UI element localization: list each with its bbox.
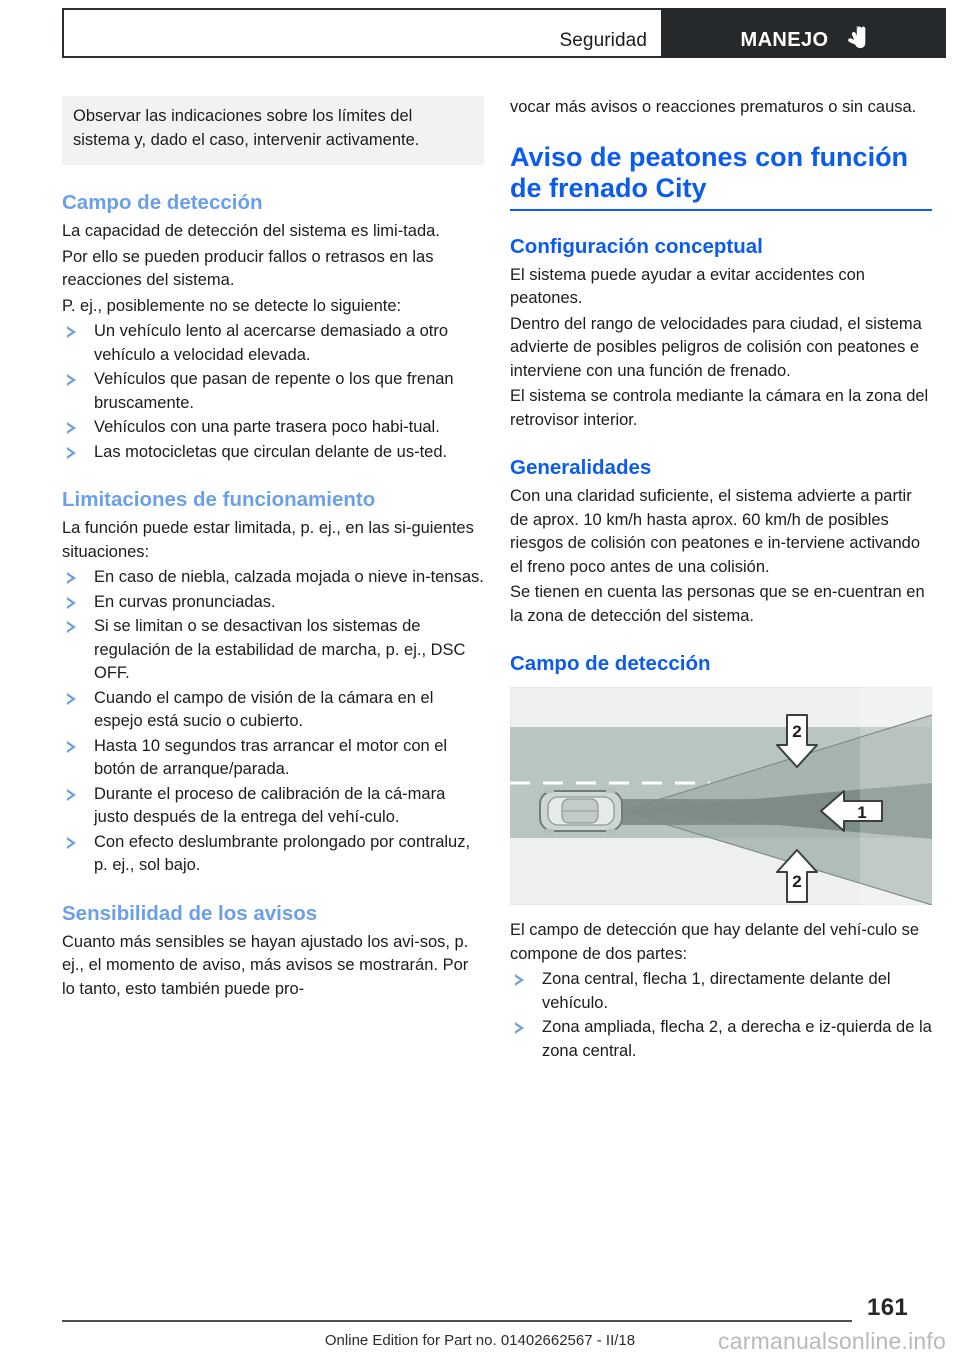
note-box — [62, 96, 484, 165]
bullet-list-limitaciones — [62, 566, 484, 878]
vehicle-icon — [540, 787, 622, 835]
list-item-text: Durante el proceso de calibración de la cá-mara justo después de la entrega del vehí-culo. — [94, 784, 446, 826]
list-item — [510, 1016, 932, 1063]
list-item — [62, 615, 484, 686]
heading-sensibilidad: Sensibilidad de los avisos — [62, 901, 318, 925]
list-item-text: En curvas pronunciadas. — [94, 592, 276, 611]
paragraph-fallos: Por ello se pueden producir fallos o retrasos en las reacciones del sistema. — [62, 247, 434, 289]
list-item — [62, 831, 484, 878]
detection-field-diagram — [510, 687, 932, 905]
heading-campo-deteccion-left: Campo de detección — [62, 191, 263, 214]
bullet-list-campo-right — [510, 968, 932, 1063]
list-item — [62, 687, 484, 734]
list-item-text: Zona central, flecha 1, directamente delante del vehículo. — [542, 970, 891, 1012]
list-item — [62, 441, 484, 465]
list-item-text: Vehículos que pasan de repente o los que frenan bruscamente. — [94, 370, 454, 412]
list-item-text: Las motocicletas que circulan delante de us-ted. — [94, 442, 448, 461]
header-section-label: Seguridad — [559, 30, 647, 51]
list-item — [62, 320, 484, 367]
triangle-bullet-icon — [67, 572, 76, 584]
paragraph-evitar-accidentes: El sistema puede ayudar a evitar accidentes con peatones. — [510, 265, 865, 307]
list-item-text: Hasta 10 segundos tras arrancar el motor con el botón de arranque/parada. — [94, 736, 448, 778]
triangle-bullet-icon — [515, 1022, 524, 1034]
list-item-text: Con efecto deslumbrante prolongado por contraluz, p. ej., sol bajo. — [94, 832, 471, 874]
note-text: Observar las indicaciones sobre los límites del sistema y, dado el caso, intervenir activamente. — [73, 107, 420, 149]
paragraph-funcion-limitada: La función puede estar limitada, p. ej., en las si-guientes situaciones: — [62, 519, 474, 561]
paragraph-personas-zona: Se tienen en cuenta las personas que se en-cuentran en la zona de detección del sistema. — [510, 583, 925, 625]
list-item-text: Si se limitan o se desactivan los sistemas de regulación de la estabilidad de marcha, p. ej., DSC OFF. — [94, 617, 466, 682]
heading-campo-deteccion-right: Campo de detección — [510, 652, 711, 675]
paragraph-claridad: Con una claridad suficiente, el sistema advierte a partir de aprox. 10 km/h hasta aprox. 60 km/h de posibles riesgos de colisión con peatones e in-terviene activando el freno poco antes de una colisión. — [510, 487, 921, 576]
paragraph-rango-velocidades: Dentro del rango de velocidades para ciudad, el sistema advierte de posibles peligros de colisión con peatones e interviene con una función de frenado. — [510, 314, 922, 380]
callout-2-top-label: 2 — [792, 722, 802, 741]
paragraph-sensibilidad: Cuanto más sensibles se hayan ajustado los avi-sos, p. ej., el momento de aviso, más avisos se mostrarán. Por lo tanto, esto también puede pro- — [62, 932, 469, 998]
triangle-bullet-icon — [67, 326, 76, 338]
list-item — [62, 368, 484, 415]
triangle-bullet-icon — [67, 422, 76, 434]
list-item-text: Un vehículo lento al acercarse demasiado a otro vehículo a velocidad elevada. — [94, 322, 449, 364]
page-number: 161 — [867, 1294, 908, 1321]
header-chapter-tab[interactable] — [661, 8, 946, 58]
heading-generalidades: Generalidades — [510, 456, 652, 479]
paragraph-capacidad: La capacidad de detección del sistema es limi-tada. — [62, 222, 440, 240]
list-item-text: Vehículos con una parte trasera poco habi-tual. — [94, 418, 440, 436]
list-item — [62, 783, 484, 830]
paragraph-no-detecta: P. ej., posiblemente no se detecte lo siguiente: — [62, 296, 402, 315]
bullet-list-campo-left — [62, 320, 484, 464]
heading-limitaciones: Limitaciones de funcionamiento — [62, 488, 376, 511]
list-item — [62, 566, 484, 590]
list-item — [62, 416, 484, 440]
callout-2-bottom-label: 2 — [792, 872, 802, 891]
watermark: carmanualsonline.info — [718, 1328, 946, 1354]
triangle-bullet-icon — [67, 837, 76, 849]
right-column — [510, 96, 932, 1064]
triangle-bullet-icon — [67, 741, 76, 753]
triangle-bullet-icon — [515, 974, 524, 986]
list-item — [510, 968, 932, 1015]
header-section-box — [62, 8, 661, 58]
list-item-text: Cuando el campo de visión de la cámara en el espejo está sucio o cubierto. — [94, 688, 434, 730]
paragraph-camara-retrovisor: El sistema se controla mediante la cámara en la zona del retrovisor interior. — [510, 387, 929, 429]
triangle-bullet-icon — [67, 447, 76, 459]
triangle-bullet-icon — [67, 693, 76, 705]
list-item — [62, 591, 484, 615]
heading-configuracion: Configuración conceptual — [510, 234, 763, 258]
list-item-text: En caso de niebla, calzada mojada o nieve in-tensas. — [94, 568, 484, 586]
triangle-bullet-icon — [67, 597, 76, 609]
paragraph-dos-partes: El campo de detección que hay delante del vehí-culo se compone de dos partes: — [510, 921, 920, 963]
paragraph-continuation: vocar más avisos o reacciones prematuros o sin causa. — [510, 98, 917, 116]
callout-1-label: 1 — [857, 803, 867, 822]
footer-divider — [62, 1320, 852, 1322]
pointing-hand-icon — [844, 26, 866, 52]
header-chapter-label: MANEJO — [740, 29, 829, 51]
page-header — [62, 8, 946, 58]
list-item-text: Zona ampliada, flecha 2, a derecha e iz-quierda de la zona central. — [542, 1018, 932, 1060]
triangle-bullet-icon — [67, 789, 76, 801]
triangle-bullet-icon — [67, 621, 76, 633]
left-column — [62, 96, 484, 1003]
edition-line: Online Edition for Part no. 01402662567 - II/18 — [324, 1332, 636, 1349]
triangle-bullet-icon — [67, 374, 76, 386]
list-item — [62, 735, 484, 782]
page-title: Aviso de peatones con función de frenado City — [510, 142, 932, 211]
